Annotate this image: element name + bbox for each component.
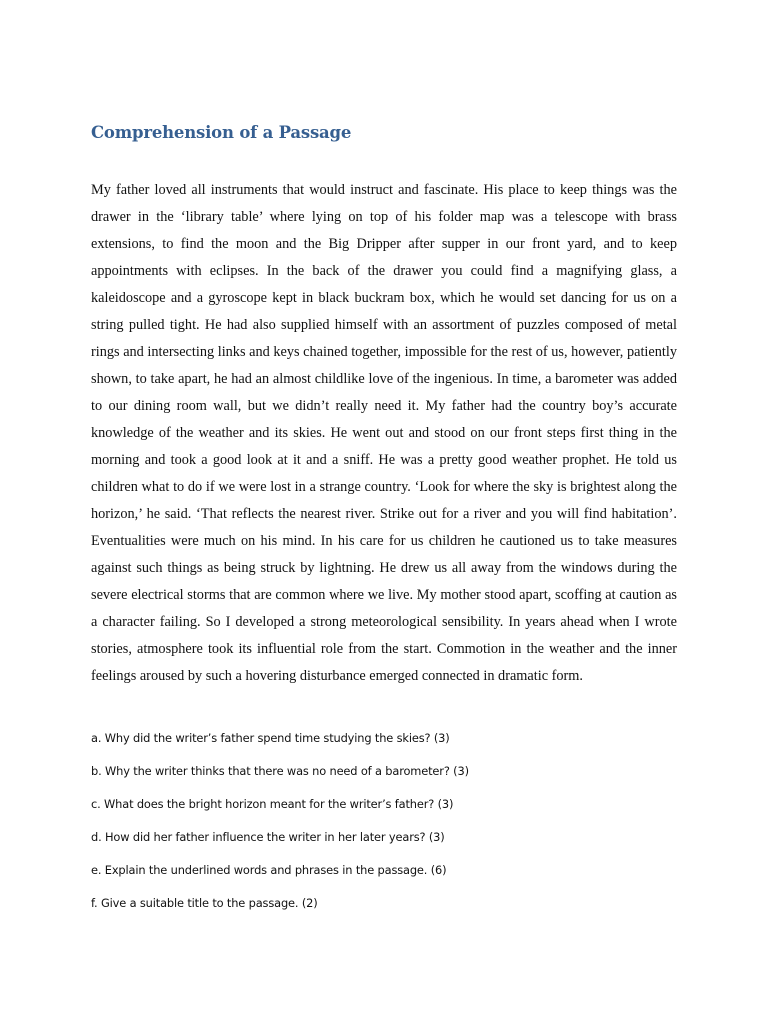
page-title: Comprehension of a Passage (91, 123, 352, 142)
question-item: d. How did her father influence the writer in her later years? (3) (91, 830, 445, 844)
question-item: c. What does the bright horizon meant for the writer’s father? (3) (91, 797, 454, 811)
question-item: f. Give a suitable title to the passage. (2) (91, 896, 318, 910)
question-item: a. Why did the writer’s father spend time studying the skies? (3) (91, 731, 450, 745)
question-item: e. Explain the underlined words and phrases in the passage. (6) (91, 863, 447, 877)
question-list (91, 727, 691, 925)
passage-text: My father loved all instruments that would instruct and fascinate. His place to keep things was the drawer in the ‘library table’ where lying on top of his folder map was a telescope with brass extensions, to find the moon and the Big Dripper after supper in our front yard, and to keep appointments with eclipses. In the back of the drawer you could find a magnifying glass, a kaleidoscope and a gyroscope kept in black buckram box, which he would set dancing for us on a string pulled tight. He had also supplied himself with an assortment of puzzles composed of metal rings and intersecting links and keys chained together, impossible for the rest of us, however, patiently shown, to take apart, he had an almost childlike love of the ingenious. In time, a barometer was added to our dining room wall, but we didn’t really need it. My father had the country boy’s accurate knowledge of the weather and its skies. He went out and stood on our front steps first thing in the morning and took a good look at it and a sniff. He was a pretty good weather prophet. He told us children what to do if we were lost in a strange country. ‘Look for where the sky is brightest along the horizon,’ he said. ‘That reflects the nearest river. Strike out for a river and you will find habitation’. Eventualities were much on his mind. In his care for us children he cautioned us to take measures against such things as being struck by lightning. He drew us all away from the windows during the severe electrical storms that are common where we live. My mother stood apart, scoffing at caution as a character failing. So I developed a strong meteorological sensibility. In years ahead when I wrote stories, atmosphere took its influential role from the start. Commotion in the weather and the inner feelings aroused by such a hovering disturbance emerged connected in dramatic form. (91, 182, 677, 684)
question-item: b. Why the writer thinks that there was no need of a barometer? (3) (91, 764, 469, 778)
